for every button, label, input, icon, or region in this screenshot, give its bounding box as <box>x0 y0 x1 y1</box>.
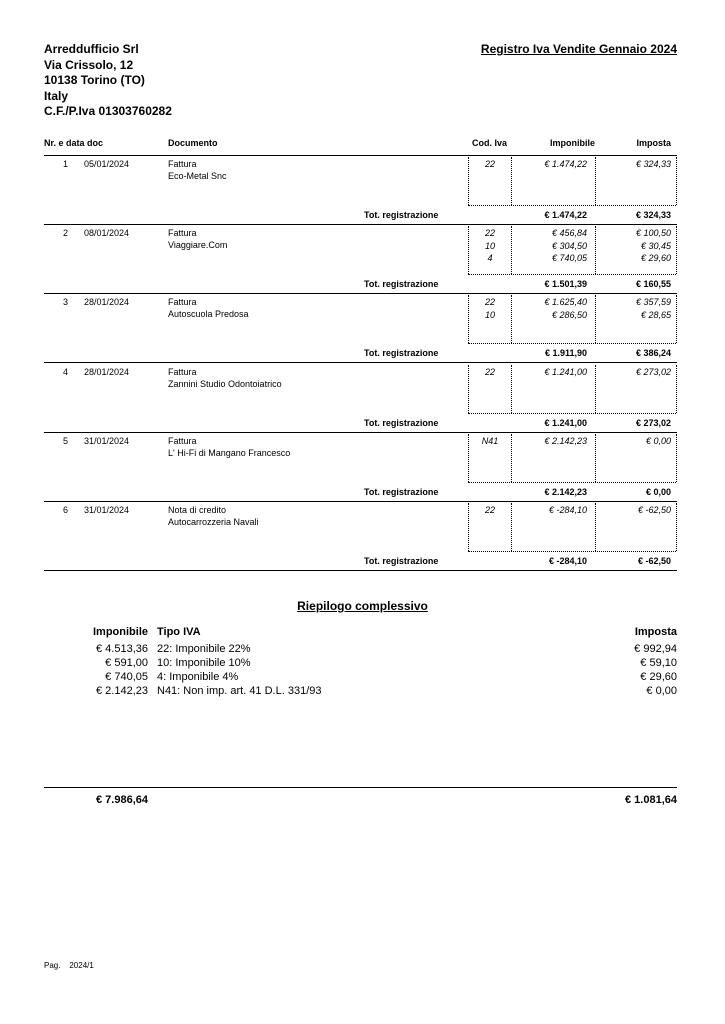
line-cod-iva: N41 <box>481 435 499 446</box>
line-imposta: € 29,60 <box>640 253 671 264</box>
column-separator <box>468 434 469 482</box>
column-separator <box>676 295 677 343</box>
summary-imponibile: € 591,00 <box>105 657 148 669</box>
line-imposta: € 100,50 <box>635 228 671 239</box>
line-cod-iva: 22 <box>484 366 495 377</box>
lines-bottom-rule <box>468 274 676 275</box>
lines-bottom-rule <box>468 551 676 552</box>
reg-total-label: Tot. registrazione <box>364 210 439 220</box>
line-cod-iva: 22 <box>484 159 495 169</box>
summary-imponibile: € 740,05 <box>105 671 148 683</box>
company-block <box>44 42 172 120</box>
registration-bottom-rule <box>44 293 677 294</box>
column-separator <box>676 365 677 413</box>
column-separator <box>676 226 677 274</box>
lines-bottom-rule <box>468 205 676 206</box>
reg-number: 5 <box>62 435 68 446</box>
column-separator <box>468 503 469 551</box>
reg-total-label: Tot. registrazione <box>364 556 439 566</box>
reg-total-imposta: € 386,24 <box>635 348 671 359</box>
summary-header-imposta: Imposta <box>634 626 677 638</box>
reg-date: 28/01/2024 <box>84 366 130 377</box>
lines-bottom-rule <box>468 413 676 414</box>
reg-customer: L' Hi-Fi di Mangano Francesco <box>168 447 291 458</box>
reg-number: 1 <box>62 159 68 169</box>
reg-total-imposta: € 160,55 <box>635 279 671 290</box>
line-cod-iva: 10 <box>484 240 495 251</box>
line-imposta: € 28,65 <box>640 309 671 320</box>
page-label: Pag. <box>44 961 61 970</box>
line-cod-iva: 22 <box>484 228 495 239</box>
reg-doc-type: Fattura <box>168 228 197 239</box>
line-imponibile: € -284,10 <box>548 505 587 515</box>
reg-total-imposta: € -62,50 <box>637 556 671 566</box>
reg-total-imposta: € 273,02 <box>635 417 671 428</box>
registration-bottom-rule <box>44 362 677 363</box>
reg-date: 05/01/2024 <box>84 159 130 169</box>
line-imponibile: € 2.142,23 <box>544 435 587 446</box>
reg-date: 31/01/2024 <box>84 435 130 446</box>
reg-total-imposta: € 0,00 <box>645 486 671 497</box>
reg-doc-type: Fattura <box>168 297 197 308</box>
company-tax-id: C.F./P.Iva 01303760282 <box>44 104 172 118</box>
summary-imponibile: € 4.513,36 <box>96 643 148 655</box>
line-imponibile: € 304,50 <box>551 240 587 251</box>
line-cod-iva: 22 <box>484 505 495 515</box>
summary-header-tipo: Tipo IVA <box>157 626 201 638</box>
reg-total-imposta: € 324,33 <box>635 210 671 220</box>
page-footer <box>44 961 94 970</box>
reg-number: 3 <box>62 297 68 308</box>
line-imponibile: € 740,05 <box>551 253 587 264</box>
registration-bottom-rule <box>44 570 677 571</box>
column-separator <box>468 365 469 413</box>
reg-number: 6 <box>62 505 68 515</box>
summary-tipo-iva: N41: Non imp. art. 41 D.L. 331/93 <box>157 685 322 697</box>
reg-total-imponibile: € -284,10 <box>548 556 587 566</box>
lines-bottom-rule <box>468 482 676 483</box>
reg-number: 4 <box>62 366 68 377</box>
line-imposta: € 273,02 <box>635 366 671 377</box>
reg-total-imponibile: € 1.501,39 <box>544 279 587 290</box>
line-imposta: € 357,59 <box>635 297 671 308</box>
reg-total-imponibile: € 1.911,90 <box>544 348 587 359</box>
header-imponibile: Imponibile <box>550 138 595 148</box>
reg-doc-type: Fattura <box>168 159 197 169</box>
reg-total-label: Tot. registrazione <box>364 279 439 290</box>
line-cod-iva: 10 <box>484 309 495 320</box>
summary-tipo-iva: 10: Imponibile 10% <box>157 657 251 669</box>
reg-doc-type: Fattura <box>168 366 197 377</box>
summary-imposta: € 59,10 <box>640 657 677 669</box>
reg-customer: Autocarrozzeria Navali <box>168 517 259 527</box>
line-imposta: € 30,45 <box>640 240 671 251</box>
header-cod-iva: Cod. Iva <box>471 138 507 148</box>
header-documento: Documento <box>168 138 218 148</box>
reg-doc-type: Nota di credito <box>168 505 227 515</box>
summary-total-rule <box>44 787 677 788</box>
header-imposta: Imposta <box>636 138 671 148</box>
reg-customer: Viaggiare.Com <box>168 240 228 251</box>
summary-imposta: € 992,94 <box>634 643 677 655</box>
reg-number: 2 <box>62 228 68 239</box>
reg-customer: Autoscuola Predosa <box>168 309 249 320</box>
column-separator <box>468 226 469 274</box>
reg-total-label: Tot. registrazione <box>364 417 439 428</box>
summary-header-imponibile: Imponibile <box>93 626 148 638</box>
line-imposta: € 324,33 <box>635 159 671 169</box>
registration-bottom-rule <box>44 501 677 502</box>
table-header-rule <box>44 155 677 156</box>
line-imponibile: € 286,50 <box>551 309 587 320</box>
reg-total-label: Tot. registrazione <box>364 348 439 359</box>
column-separator <box>676 434 677 482</box>
summary-title: Riepilogo complessivo <box>297 599 428 613</box>
summary-tipo-iva: 22: Imponibile 22% <box>157 643 251 655</box>
line-imponibile: € 1.474,22 <box>544 159 587 169</box>
line-imponibile: € 1.241,00 <box>544 366 587 377</box>
company-city: 10138 Torino (TO) <box>44 73 145 87</box>
summary-total-imposta: € 1.081,64 <box>625 794 677 806</box>
registration-bottom-rule <box>44 224 677 225</box>
reg-customer: Zannini Studio Odontoiatrico <box>168 378 282 389</box>
reg-date: 08/01/2024 <box>84 228 130 239</box>
registration-bottom-rule <box>44 432 677 433</box>
company-name: Arreddufficio Srl <box>44 42 139 56</box>
reg-customer: Eco-Metal Snc <box>168 171 227 181</box>
page-number: 2024/1 <box>69 961 94 970</box>
document-title: Registro Iva Vendite Gennaio 2024 <box>480 42 677 56</box>
reg-total-label: Tot. registrazione <box>364 486 439 497</box>
reg-date: 31/01/2024 <box>84 505 130 515</box>
header-nr-data: Nr. e data doc <box>44 138 104 148</box>
reg-total-imponibile: € 2.142,23 <box>544 486 587 497</box>
company-country: Italy <box>44 88 69 103</box>
summary-imposta: € 29,60 <box>640 671 677 683</box>
reg-total-imponibile: € 1.241,00 <box>544 417 587 428</box>
column-separator <box>468 157 469 205</box>
reg-doc-type: Fattura <box>168 435 197 446</box>
reg-date: 28/01/2024 <box>84 297 130 308</box>
column-separator <box>468 295 469 343</box>
line-imposta: € -62,50 <box>637 505 671 515</box>
line-cod-iva: 22 <box>484 297 495 308</box>
line-imponibile: € 456,84 <box>551 228 587 239</box>
company-street: Via Crissolo, 12 <box>44 57 134 72</box>
line-cod-iva: 4 <box>487 253 493 264</box>
summary-total-imponibile: € 7.986,64 <box>96 794 148 806</box>
summary-tipo-iva: 4: Imponibile 4% <box>157 671 239 683</box>
summary-imponibile: € 2.142,23 <box>96 685 148 697</box>
lines-bottom-rule <box>468 343 676 344</box>
reg-total-imponibile: € 1.474,22 <box>544 210 587 220</box>
summary-imposta: € 0,00 <box>646 685 677 697</box>
column-separator <box>676 157 677 205</box>
column-separator <box>676 503 677 551</box>
line-imposta: € 0,00 <box>645 435 671 446</box>
line-imponibile: € 1.625,40 <box>544 297 587 308</box>
